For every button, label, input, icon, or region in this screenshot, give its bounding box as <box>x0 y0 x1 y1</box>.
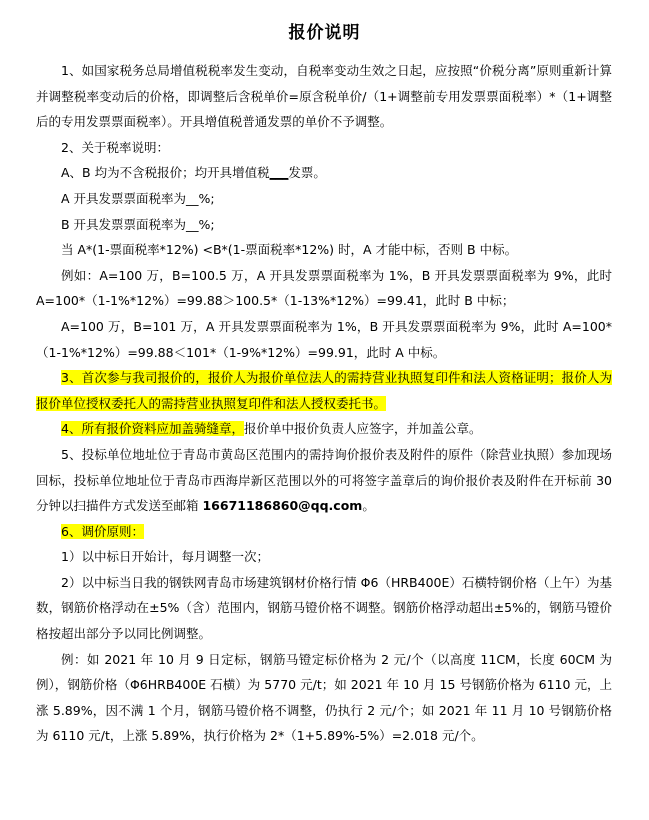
clause-2-rate-a: A 开具发票票面税率为__%; <box>61 190 215 206</box>
clause-6-highlight: 6、调价原则： <box>61 523 144 539</box>
invoice-type-suffix: 发票。 <box>288 165 326 181</box>
clause-2-rate-b: B 开具发票票面税率为__%; <box>61 216 215 232</box>
clause-2-example-1: 例如：A=100 万，B=100.5 万，A 开具发票票面税率为 1%，B 开具发票票面税率为 9%，此时 A=100*（1-1%*12%）=99.88＞100.5*（1-13%*12%）=99.41，此时 B 中标； <box>36 267 612 309</box>
clause-2-rule: 当 A*(1-票面税率*12%) <B*(1-票面税率*12%) 时，A 才能中标，否则 B 中标。 <box>61 242 518 258</box>
submission-email: 16671186860@qq.com <box>202 498 363 514</box>
clause-5-text: 5、投标单位地址位于青岛市黄岛区范围内的需持询价报价表及附件的原件（除营业执照）参加现场回标，投标单位地址位于青岛市西海岸新区范围以外的可将签字盖章后的询价报价表及附件在开标前 30 分钟以扫描件方式发送至邮箱 <box>36 446 612 514</box>
invoice-type-blank: ___ <box>269 165 289 181</box>
clause-6-item-2: 2）以中标当日我的钢铁网青岛市场建筑钢材价格行情 Φ6（HRB400E）石横特钢价格（上午）为基数，钢筋价格浮动在±5%（含）范围内，钢筋马镫价格不调整。钢筋价格浮动超出±5%的，钢筋马镫价格按超出部分予以同比例调整。 <box>36 574 612 642</box>
clause-2-heading: 2、关于税率说明： <box>61 139 169 155</box>
clause-4-rest: 报价单中报价负责人应签字，并加盖公章。 <box>243 421 482 437</box>
clause-4-highlight: 4、所有报价资料应加盖骑缝章， <box>61 421 244 437</box>
clause-3-highlight: 3、首次参与我司报价的，报价人为报价单位法人的需持营业执照复印件和法人资格证明；报价人为报价单位授权委托人的需持营业执照复印件和法人授权委托书。 <box>36 370 612 411</box>
clause-6-heading <box>36 519 612 545</box>
clause-2-example-2: A=100 万，B=101 万，A 开具发票票面税率为 1%，B 开具发票票面税率为 9%，此时 A=100*（1-1%*12%）=99.88＜101*（1-9%*12%）=99.91，此时 A 中标。 <box>36 318 612 360</box>
clause-5-submission <box>36 442 612 519</box>
clause-6-item-1: 1）以中标日开始计，每月调整一次； <box>61 549 269 565</box>
clause-4-seal <box>36 416 612 442</box>
clause-5-end: 。 <box>362 498 375 514</box>
clause-2-invoice-type <box>36 160 612 186</box>
clause-3-first-bid <box>36 365 612 416</box>
clause-6-example: 例：如 2021 年 10 月 9 日定标，钢筋马镫定标价格为 2 元/个（以高度 11CM，长度 60CM 为例），钢筋价格（Φ6HRB400E 石横）为 5770 元/t；如 2021 年 10 月 15 号钢筋价格为 6110 元，上涨 5.89%，因不满 1 个月，钢筋马镫价格不调整，仍执行 2 元/个；如 2021 年 11 月 10 号钢筋价格为 6110 元/t，上涨 5.89%，执行价格为 2*（1+5.89%-5%）=2.018 元/个。 <box>36 651 612 744</box>
page-title: 报价说明 <box>288 23 361 43</box>
clause-1-tax-change: 1、如国家税务总局增值税税率发生变动，自税率变动生效之日起，应按照“价税分离”原则重新计算并调整税率变动后的价格，即调整后含税单价=原含税单价/（1+调整前专用发票票面税率）*（1+调整后的专用发票票面税率）。开具增值税普通发票的单价不予调整。 <box>36 63 612 130</box>
invoice-type-text: A、B 均为不含税报价；均开具增值税 <box>61 165 270 181</box>
document-body <box>36 58 612 749</box>
